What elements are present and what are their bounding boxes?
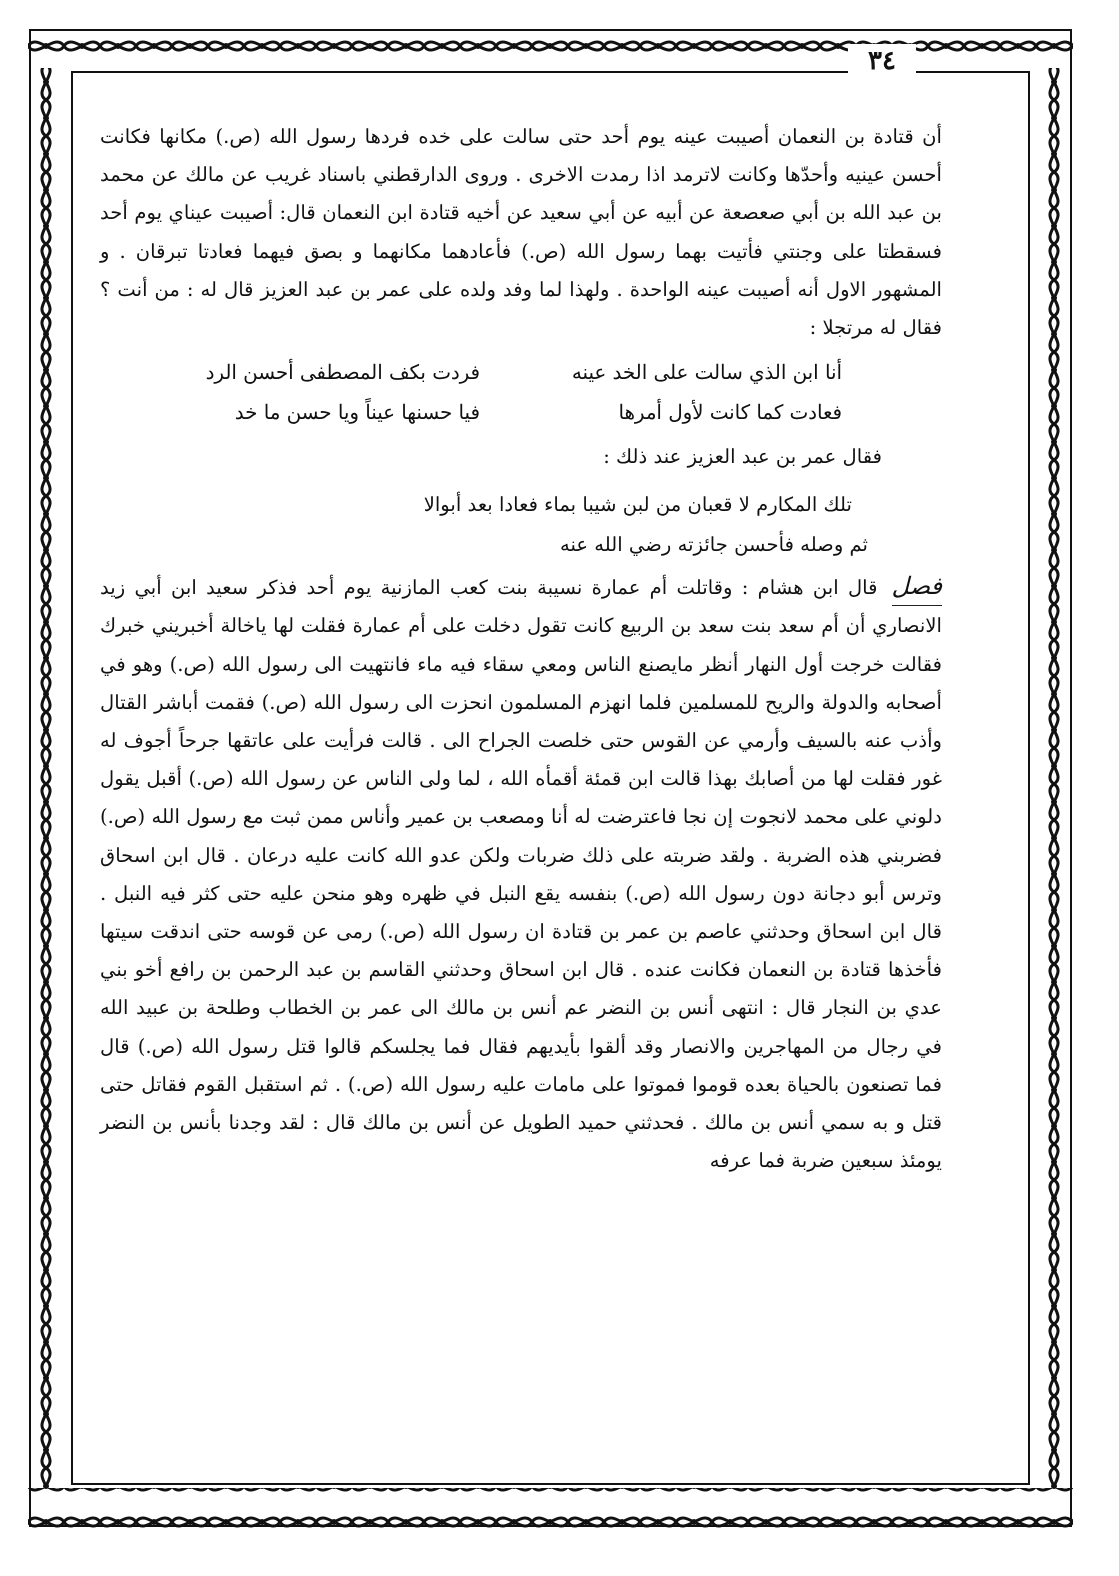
paragraph-text: قال ابن هشام : وقاتلت أم عمارة نسيبة بنت كعب المازنية يوم أحد فذكر سعيد ابن أبي زيد الانصاري أن أم سعد بنت سعد بن الربيع كانت تقول دخلت على أم عمارة فقلت لها ياخالة أخبريني خبرك فقالت خرجت أول النهار أنظر مايصنع الناس ومعي سقاء فيه ماء فانتهيت الى رسول الله (ص.) وهو في أصحابه والدولة والريح للمسلمين فلما انهزم المسلمون انحزت الى رسول الله (ص.) فقمت أباشر القتال وأذب عنه بالسيف وأرمي عن القوس حتى خلصت الجراح الى . قالت فرأيت على عاتقها جرحاً أجوف له غور فقلت لها من أصابك بهذا قالت ابن قمئة أقمأه الله ، لما ولى الناس عن رسول الله (ص.) أقبل يقول دلوني على محمد لانجوت إن نجا فاعترضت له أنا ومصعب بن عمير وأناس ممن ثبت مع رسول الله (ص.) فضربني هذه الضربة . ولقد ضربته على ذلك ضربات ولكن عدو الله كانت عليه درعان . قال ابن اسحاق وترس أبو دجانة دون رسول الله (ص.) بنفسه يقع النبل في ظهره وهو منحن عليه حتى كثر فيه النبل . قال ابن اسحاق وحدثني عاصم بن عمر بن قتادة ان رسول الله (ص.) رمى عن قوسه حتى اندقت سيتها فأخذها قتادة بن النعمان فكانت عنده . قال ابن اسحاق وحدثني القاسم بن عبد الرحمن بن رافع أخو بني عدي بن النجار قال : انتهى أنس بن النضر عم أنس بن مالك الى عمر بن الخطاب وطلحة بن عبيد الله في رجال من المهاجرين والانصار وقد ألقوا بأيديهم فقال فما يجلسكم قالوا قتل رسول الله (ص.) قال فما تصنعون بالحياة بعده قوموا فموتوا على مامات عليه رسول الله (ص.) . ثم استقبل القوم فقاتل حتى قتل و به سمي أنس بن مالك . فحدثني حميد الطويل عن أنس بن مالك قال : لقد وجدنا بأنس بن النضر يومئذ سبعين ضربة فما عرفه: [100, 576, 942, 1173]
paragraph-umm-umara: [100, 567, 942, 1180]
verse-hemistich: أنا ابن الذي سالت على الخد عينه: [571, 361, 842, 385]
verse-line-2: [100, 393, 942, 433]
verse-intro: فقال عمر بن عبد العزيز عند ذلك :: [603, 445, 882, 469]
verse-line-3: تلك المكارم لا قعبان من لبن شيبا بماء فعادا بعد أبوالا: [423, 493, 852, 517]
page-content: [100, 118, 942, 1498]
paragraph-qatada: أن قتادة بن النعمان أصيبت عينه يوم أحد حتى سالت على خده فردها رسول الله (ص.) مكانها فكانت أحسن عينيه وأحدّها وكانت لاترمد اذا رمدت الاخرى . وروى الدارقطني باسناد غريب عن مالك عن محمد بن عبد الله بن أبي صعصعة عن أبيه عن أبي سعيد عن أخيه قتادة ابن النعمان قال: أصيبت عيناي يوم أحد فسقطتا على وجنتي فأتيت بهما رسول الله (ص.) فأعادهما مكانهما و بصق فيهما فعادتا تبرقان . و المشهور الاول أنه أصيبت عينه الواحدة . ولهذا لما وفد ولده على عمر بن عبد العزيز قال له : من أنت ؟ فقال له مرتجلا :: [100, 125, 942, 340]
verse-hemistich: فردت بكف المصطفى أحسن الرد: [205, 361, 480, 385]
verse-closing-line: ثم وصله فأحسن جائزته رضي الله عنه: [559, 533, 868, 557]
verse-hemistich: فعادت كما كانت لأول أمرها: [618, 401, 842, 425]
page-number: ٣٤: [848, 44, 916, 78]
verse-hemistich: فيا حسنها عيناً ويا حسن ما خد: [234, 401, 480, 425]
verse-line-1: [100, 353, 942, 393]
section-heading: فصل: [892, 567, 942, 606]
